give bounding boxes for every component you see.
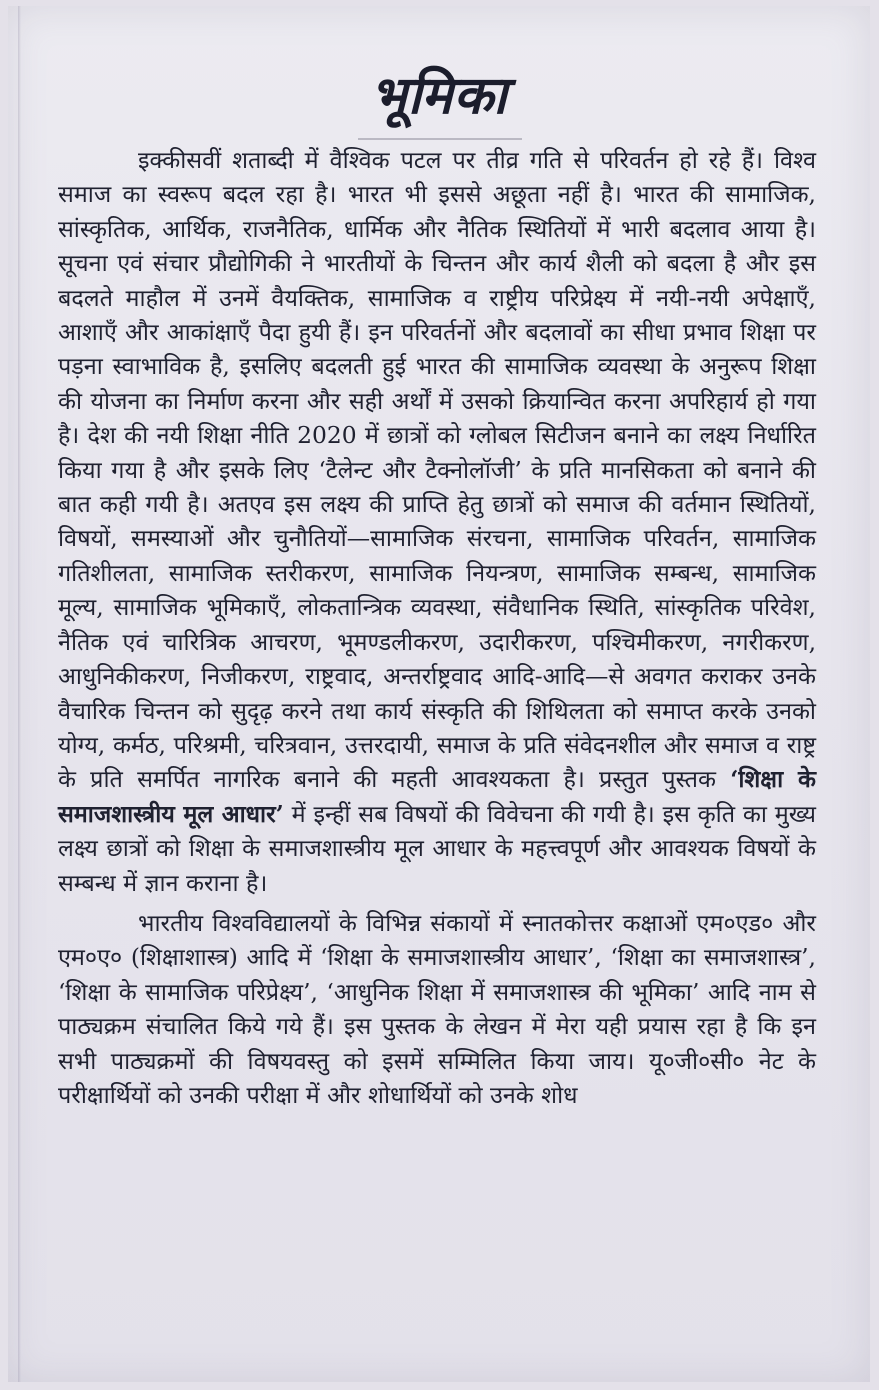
title-underline <box>358 138 522 140</box>
book-page <box>8 6 870 1382</box>
preface-body <box>58 143 816 1112</box>
paragraph-2: भारतीय विश्वविद्यालयों के विभिन्न संकायों में स्नातकोत्तर कक्षाओं एम०एड० और एम०ए० (शिक्षाशास्त्र) आदि में ‘शिक्षा के समाजशास्त्रीय आधार’, ‘शिक्षा का समाजशास्त्र’, ‘शिक्षा के सामाजिक परिप्रेक्ष्य’, ‘आधुनिक शिक्षा में समाजशास्त्र की भूमिका’ आदि नाम से पाठ्यक्रम संचालित किये गये हैं। इस पुस्तक के लेखन में मेरा यही प्रयास रहा है कि इन सभी पाठ्यक्रमों की विषयवस्तु को इसमें सम्मिलित किया जाय। यू०जी०सी० नेट के परीक्षार्थियों को उनकी परीक्षा में और शोधार्थियों को उनके शोध <box>58 908 816 1109</box>
page-fold-shadow <box>18 6 21 1382</box>
paragraph-1-text-before-title: इक्कीसवीं शताब्दी में वैश्विक पटल पर तीव्र गति से परिवर्तन हो रहे हैं। विश्व समाज का स्वरूप बदल रहा है। भारत भी इससे अछूता नहीं है। भारत की सामाजिक, सांस्कृतिक, आर्थिक, राजनैतिक, धार्मिक और नैतिक स्थितियों में भारी बदलाव आया है। सूचना एवं संचार प्रौद्योगिकी ने भारतीयों के चिन्तन और कार्य शैली को बदला है और इस बदलते माहौल में उनमें वैयक्तिक, सामाजिक व राष्ट्रीय परिप्रेक्ष्य में नयी-नयी अपेक्षाएँ, आशाएँ और आकांक्षाएँ पैदा हुयी हैं। इन परिवर्तनों और बदलावों का सीधा प्रभाव शिक्षा पर पड़ना स्वाभाविक है, इसलिए बदलती हुई भारत की सामाजिक व्यवस्था के अनुरूप शिक्षा की योजना का निर्माण करना और सही अर्थों में उसको क्रियान्वित करना अपरिहार्य हो गया है। देश की नयी शिक्षा नीति 2020 में छात्रों को ग्लोबल सिटीजन बनाने का लक्ष्य निर्धारित किया गया है और इसके लिए ‘टैलेन्ट और टैक्नोलॉजी’ के प्रति मानसिकता को बनाने की बात कही गयी है। अतएव इस लक्ष्य की प्राप्ति हेतु छात्रों को समाज की वर्तमान स्थितियों, विषयों, समस्याओं और चुनौतियों—सामाजिक संरचना, सामाजिक परिवर्तन, सामाजिक गतिशीलता, सामाजिक स्तरीकरण, सामाजिक नियन्त्रण, सामाजिक सम्बन्ध, सामाजिक मूल्य, सामाजिक भूमिकाएँ, लोकतान्त्रिक व्यवस्था, संवैधानिक स्थिति, सांस्कृतिक परिवेश, नैतिक एवं चारित्रिक आचरण, भूमण्डलीकरण, उदारीकरण, पश्चिमीकरण, नगरीकरण, आधुनिकीकरण, निजीकरण, राष्ट्रवाद, अन्तर्राष्ट्रवाद आदि-आदि—से अवगत कराकर उनके वैचारिक चिन्तन को सुदृढ़ करने तथा कार्य संस्कृति की शिथिलता को समाप्त करके उनको योग्य, कर्मठ, परिश्रमी, चरित्रवान, उत्तरदायी, समाज के प्रति संवेदनशील और समाज व राष्ट्र के प्रति समर्पित नागरिक बनाने की महती आवश्यकता है। प्रस्तुत पुस्तक <box>58 146 816 794</box>
book-title-bold: ‘शिक्षा के समाजशास्त्रीय मूल आधार’ <box>58 765 816 828</box>
page-title: भूमिका <box>370 66 508 126</box>
paragraph-1-text-after-title: में इन्हीं सब विषयों की विवेचना की गयी है। इस कृति का मुख्य लक्ष्य छात्रों को शिक्षा के समाजशास्त्रीय मूल आधार के महत्त्वपूर्ण और आवश्यक विषयों के सम्बन्ध में ज्ञान कराना है। <box>58 799 816 897</box>
paragraph-1 <box>58 143 816 900</box>
